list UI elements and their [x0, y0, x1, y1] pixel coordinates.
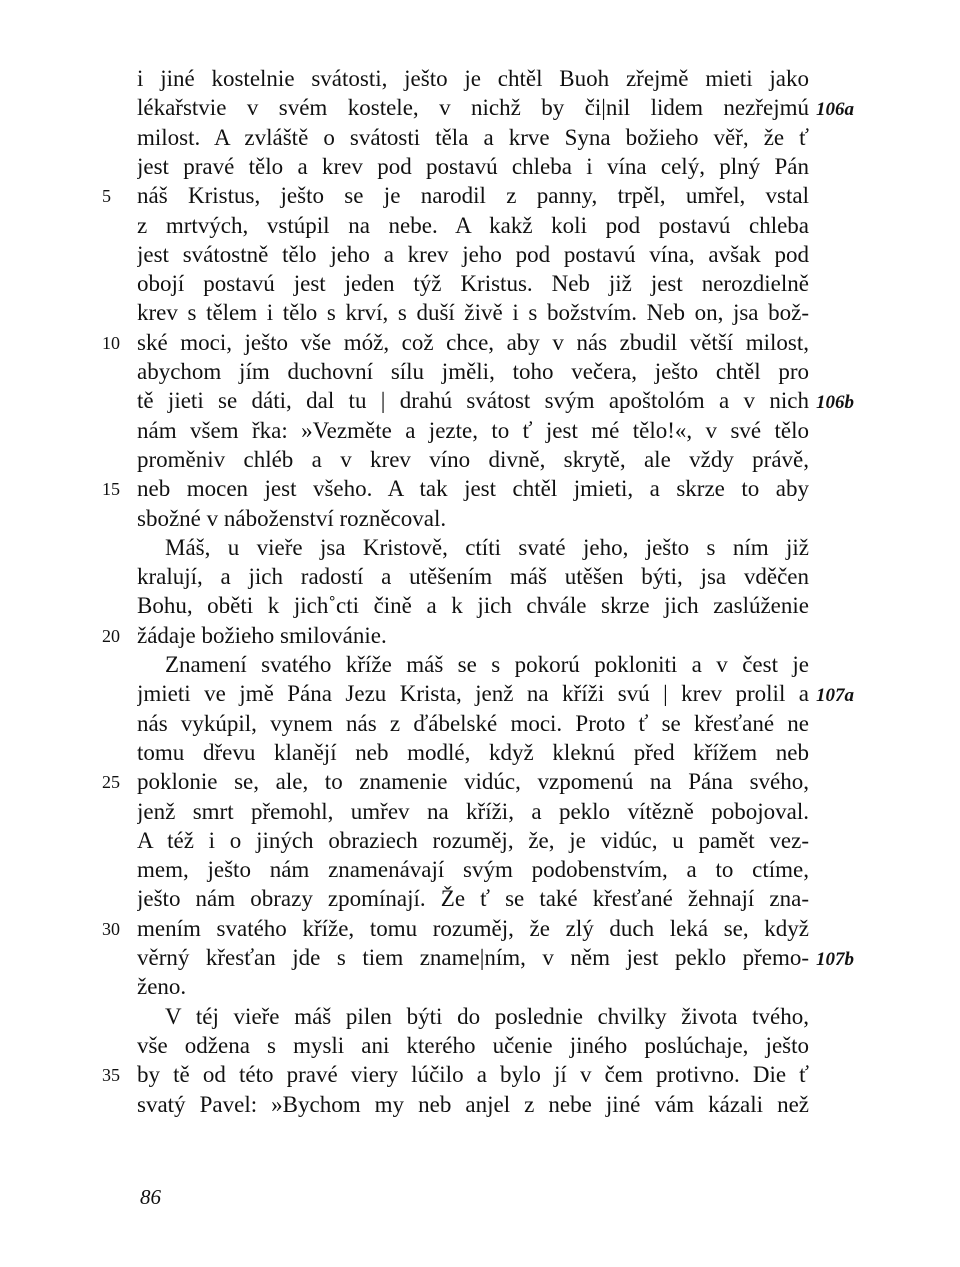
text-line: ženo.: [137, 974, 187, 999]
line-number: 10: [102, 333, 120, 353]
text-line: svatý Pavel: »Bychom my neb anjel z nebe jiné vám kázali než: [137, 1092, 809, 1117]
text-line: tomu dřevu klanějí neb modlé, když kleknú před křížem neb: [137, 740, 809, 765]
text-line: lékařstvie v svém kostele, v nichž by či|nil lidem nezřejmú: [137, 95, 809, 120]
text-line: poklonie se, ale, to znamenie vidúc, vzpomenú na Pána svého,: [137, 769, 809, 794]
text-line: jest pravé tělo a krev pod postavú chleba i vína celý, plný Pán: [137, 154, 809, 179]
line-number: 20: [102, 626, 120, 646]
text-line: mením svatého kříže, tomu rozuměj, že zlý duch leká se, když: [137, 916, 809, 941]
text-line: proměniv chléb a v krev víno divně, skrytě, ale vždy právě,: [137, 447, 809, 472]
text-line: jenž smrt přemohl, umřev na kříži, a peklo vítězně pobojoval.: [137, 799, 809, 824]
text-line: Znamení svatého kříže máš se s pokorú pokloniti a v čest je: [165, 652, 809, 677]
text-line: i jiné kostelnie svátosti, ješto je chtěl Buoh zřejmě mieti jako: [137, 66, 809, 91]
line-number: 35: [102, 1065, 120, 1085]
text-line: abychom jím duchovní sílu jměli, toho večera, ješto chtěl pro: [137, 359, 809, 384]
text-line: jest svátostně tělo jeho a krev jeho pod postavú vína, avšak pod: [137, 242, 809, 267]
text-line: ješto nám obrazy zpomínají. Že ť se také křesťané žehnají zna-: [137, 886, 809, 911]
text-line: sbožné v náboženství rozněcoval.: [137, 506, 447, 531]
text-line: Bohu, oběti k jich˚cti čině a k jich chvále skrze jich zaslúženie: [137, 593, 809, 618]
text-line: mem, ješto nám znamenávají svým podobenstvím, a to ctíme,: [137, 857, 809, 882]
line-number: 15: [102, 479, 120, 499]
text-line: náš Kristus, ješto se je narodil z panny, trpěl, umřel, vstal: [137, 183, 809, 208]
page-number: 86: [140, 1185, 161, 1209]
text-line: vše odžena s mysli ani kterého učenie jiného poslúchaje, ješto: [137, 1033, 809, 1058]
text-line: nám všem řka: »Vezměte a jezte, to ť jest mé tělo!«, v své tělo: [137, 418, 809, 443]
text-line: jmieti ve jmě Pána Jezu Krista, jenž na kříži svú | krev prolil a: [137, 681, 809, 706]
text-line: nás vykúpil, vynem nás z ďábelské moci. Proto ť se křesťané ne: [137, 711, 809, 736]
line-number: 5: [102, 186, 111, 206]
text-line: milost. A zvláště o svátosti těla a krve Syna božieho věř, že ť: [137, 125, 809, 150]
folio-marginal-note: 106a: [816, 99, 854, 120]
text-line: žádaje božieho smilovánie.: [137, 623, 387, 648]
text-line: neb mocen jest všeho. A tak jest chtěl jmieti, a skrze to aby: [137, 476, 809, 501]
text-line: obojí postavú jest jeden týž Kristus. Neb již jest nerozdielně: [137, 271, 809, 296]
text-line: Máš, u vieře jsa Kristově, ctíti svaté jeho, ješto s ním již: [165, 535, 809, 560]
line-number: 30: [102, 919, 120, 939]
folio-marginal-note: 107a: [816, 685, 854, 706]
text-line: A též i o jiných obraziech rozuměj, že, je vidúc, u pamět vez-: [137, 828, 809, 853]
folio-marginal-note: 106b: [816, 392, 854, 413]
text-line: by tě od této pravé viery lúčilo a bylo jí v čem protivno. Die ť: [137, 1062, 809, 1087]
text-line: V téj vieře máš pilen býti do poslednie chvilky života tvého,: [165, 1004, 809, 1029]
text-line: krev s tělem i tělo s krví, s duší živě i s božstvím. Neb on, jsa bož-: [137, 300, 809, 325]
line-number: 25: [102, 772, 120, 792]
folio-marginal-note: 107b: [816, 949, 854, 970]
text-line: ské moci, ješto vše móž, což chce, aby v nás zbudil větší milost,: [137, 330, 809, 355]
text-line: z mrtvých, vstúpil na nebe. A kakž koli pod postavú chleba: [137, 213, 809, 238]
text-line: tě jieti se dáti, dal tu | drahú svátost svým apoštolóm a v nich: [137, 388, 809, 413]
text-line: věrný křesťan jde s tiem zname|ním, v něm jest peklo přemo-: [137, 945, 809, 970]
text-line: kralují, a jich radostí a utěšením máš utěšen býti, jsa vděčen: [137, 564, 809, 589]
